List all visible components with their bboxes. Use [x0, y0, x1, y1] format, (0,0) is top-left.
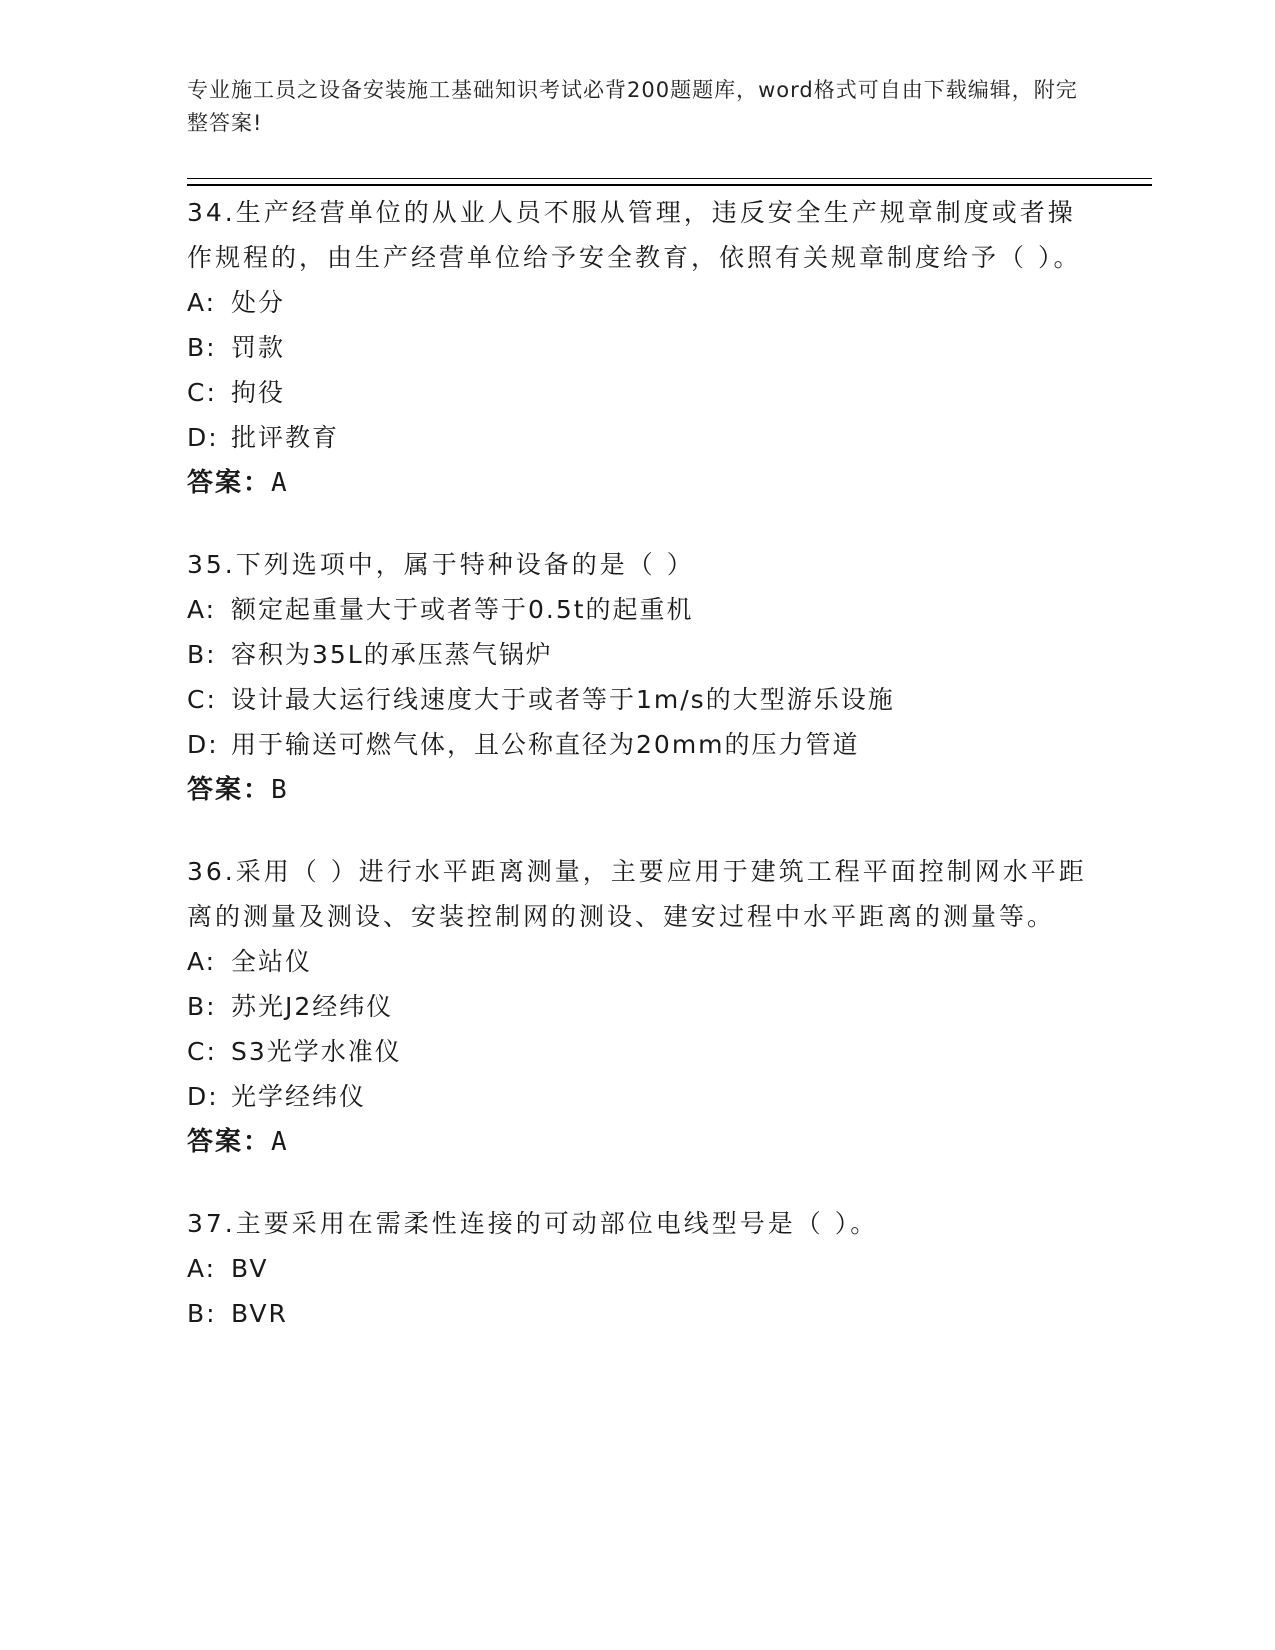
option-key: B: — [187, 640, 217, 669]
option-text: 批评教育 — [231, 423, 340, 452]
option-key: D: — [187, 423, 219, 452]
option-text: BV — [231, 1254, 269, 1283]
answer-value: A — [271, 1127, 289, 1157]
answer-value: B — [271, 775, 289, 805]
option-key: D: — [187, 1082, 219, 1111]
option-b — [187, 325, 1087, 370]
option-text: BVR — [231, 1299, 288, 1328]
option-text: 用于输送可燃气体，且公称直径为20mm的压力管道 — [231, 730, 860, 759]
answer-value: A — [271, 468, 289, 498]
option-key: B: — [187, 333, 217, 362]
option-b — [187, 1291, 1087, 1336]
option-key: A: — [187, 1254, 217, 1283]
answer-line — [187, 460, 1087, 506]
option-key: A: — [187, 595, 217, 624]
header-divider-thick — [187, 184, 1152, 186]
option-a — [187, 1246, 1087, 1291]
option-b — [187, 984, 1087, 1029]
answer-label: 答案： — [187, 1127, 272, 1157]
option-text: 罚款 — [231, 333, 286, 362]
header-title: 专业施工员之设备安装施工基础知识考试必背200题题库，word格式可自由下载编辑，附完整答案! — [187, 78, 1078, 135]
answer-line — [187, 1119, 1087, 1165]
question-text: 35.下列选项中，属于特种设备的是（ ） — [187, 550, 695, 579]
option-key: A: — [187, 947, 217, 976]
option-a — [187, 939, 1087, 984]
question-35 — [187, 542, 1087, 813]
question-text: 34.生产经营单位的从业人员不服从管理，违反安全生产规章制度或者操作规程的，由生产经营单位给予安全教育，依照有关规章制度给予（ ）。 — [187, 198, 1082, 272]
option-a — [187, 587, 1087, 632]
option-b — [187, 632, 1087, 677]
option-a — [187, 280, 1087, 325]
option-text: 容积为35L的承压蒸气锅炉 — [231, 640, 553, 669]
question-34 — [187, 190, 1087, 506]
option-key: A: — [187, 288, 217, 317]
option-key: C: — [187, 685, 217, 714]
option-d — [187, 722, 1087, 767]
option-text: 额定起重量大于或者等于0.5t的起重机 — [231, 595, 694, 624]
question-list — [187, 190, 1087, 1372]
document-header — [187, 74, 1087, 140]
header-divider-thin — [187, 178, 1152, 179]
option-key: D: — [187, 730, 219, 759]
option-key: C: — [187, 378, 217, 407]
option-text: 拘役 — [231, 378, 286, 407]
question-37 — [187, 1201, 1087, 1336]
option-text: 处分 — [231, 288, 286, 317]
option-c — [187, 677, 1087, 722]
option-d — [187, 1074, 1087, 1119]
option-text: 苏光J2经纬仪 — [231, 992, 394, 1021]
option-key: B: — [187, 992, 217, 1021]
answer-label: 答案： — [187, 775, 272, 805]
option-text: 设计最大运行线速度大于或者等于1m/s的大型游乐设施 — [231, 685, 895, 714]
option-key: C: — [187, 1037, 217, 1066]
option-text: 全站仪 — [231, 947, 313, 976]
option-text: 光学经纬仪 — [231, 1082, 367, 1111]
question-text: 36.采用（ ）进行水平距离测量，主要应用于建筑工程平面控制网水平距离的测量及测设、安装控制网的测设、建安过程中水平距离的测量等。 — [187, 857, 1087, 931]
question-36 — [187, 849, 1087, 1165]
option-c — [187, 370, 1087, 415]
answer-label: 答案： — [187, 468, 272, 498]
option-c — [187, 1029, 1087, 1074]
option-key: B: — [187, 1299, 217, 1328]
option-text: S3光学水准仪 — [231, 1037, 402, 1066]
option-d — [187, 415, 1087, 460]
question-text: 37.主要采用在需柔性连接的可动部位电线型号是（ ）。 — [187, 1209, 879, 1238]
answer-line — [187, 767, 1087, 813]
